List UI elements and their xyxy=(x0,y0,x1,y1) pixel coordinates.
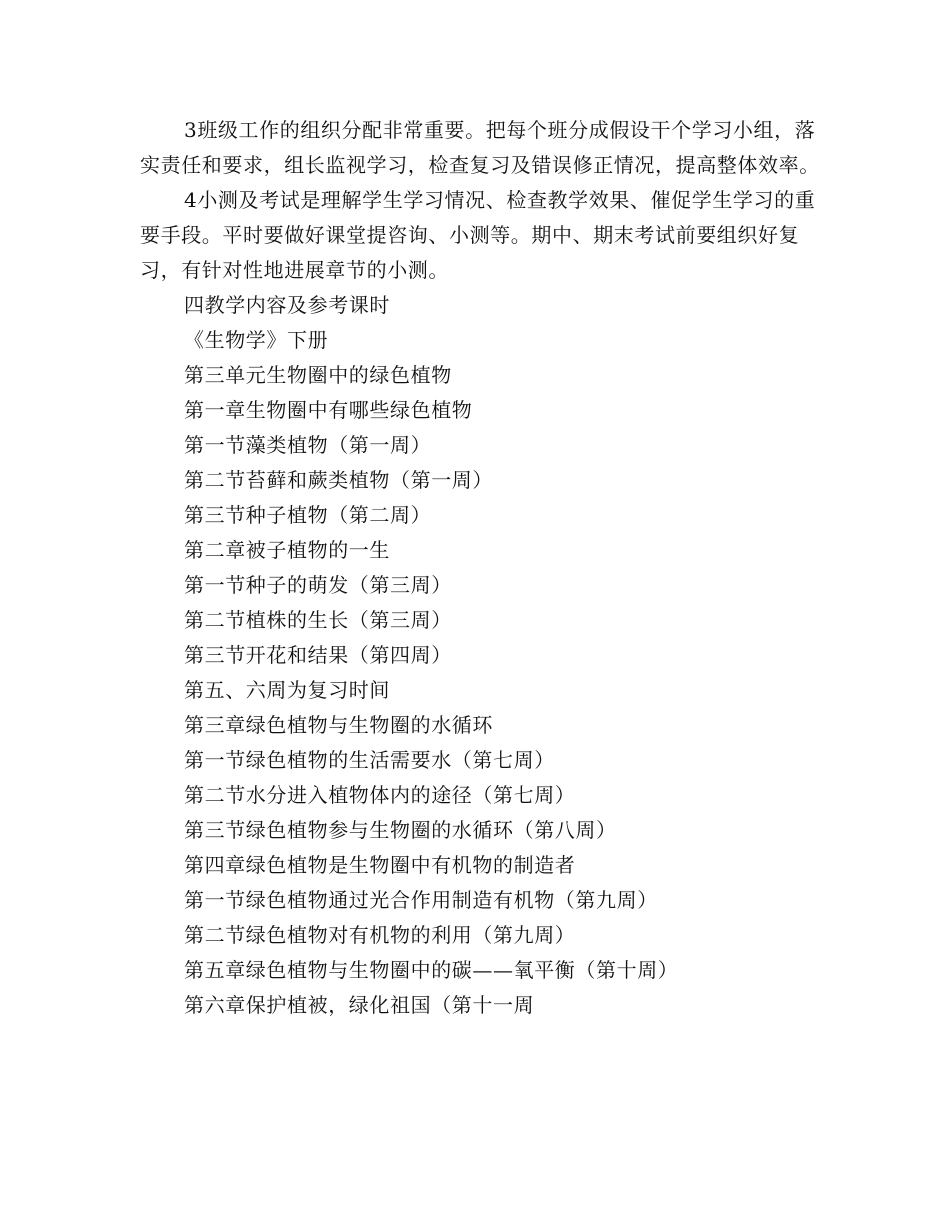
lesson-line: 第一节绿色植物通过光合作用制造有机物（第九周） xyxy=(184,888,658,912)
unit-heading: 第三单元生物圈中的绿色植物 xyxy=(184,363,452,387)
chapter-heading: 第五章绿色植物与生物圈中的碳——氧平衡（第十周） xyxy=(184,958,679,982)
chapter-heading: 第二章被子植物的一生 xyxy=(184,538,390,562)
chapter-heading: 第六章保护植被，绿化祖国（第十一周 xyxy=(184,993,535,1017)
lesson-line: 第二节植株的生长（第三周） xyxy=(184,608,452,632)
chapter-heading: 第一章生物圈中有哪些绿色植物 xyxy=(184,398,473,422)
section-heading: 四教学内容及参考课时 xyxy=(184,293,390,317)
chapter-heading: 第三章绿色植物与生物圈的水循环 xyxy=(184,713,493,737)
chapter-heading: 第四章绿色植物是生物圈中有机物的制造者 xyxy=(184,853,576,877)
paragraph-class-organization: 3班级工作的组织分配非常重要。把每个班分成假设干个学习小组，落实责任和要求，组长监视学习，检查复习及错误修正情况，提高整体效率。 xyxy=(140,118,820,177)
lesson-line: 第二节绿色植物对有机物的利用（第九周） xyxy=(184,923,576,947)
lesson-line: 第二节水分进入植物体内的途径（第七周） xyxy=(184,783,576,807)
lesson-line: 第三节种子植物（第二周） xyxy=(184,503,432,527)
lesson-line: 第一节藻类植物（第一周） xyxy=(184,433,432,457)
paragraph-quizzes-exams: 4小测及考试是理解学生学习情况、检查教学效果、催促学生学习的重要手段。平时要做好课堂提咨询、小测等。期中、期末考试前要组织好复习，有针对性地进展章节的小测。 xyxy=(140,188,816,282)
lesson-line: 第一节绿色植物的生活需要水（第七周） xyxy=(184,748,555,772)
document-body xyxy=(140,113,820,1023)
book-title: 《生物学》下册 xyxy=(184,328,329,352)
lesson-line: 第三节开花和结果（第四周） xyxy=(184,643,452,667)
lesson-line: 第三节绿色植物参与生物圈的水循环（第八周） xyxy=(184,818,617,842)
lesson-line: 第二节苔藓和蕨类植物（第一周） xyxy=(184,468,493,492)
review-line: 第五、六周为复习时间 xyxy=(184,678,390,702)
lesson-line: 第一节种子的萌发（第三周） xyxy=(184,573,452,597)
